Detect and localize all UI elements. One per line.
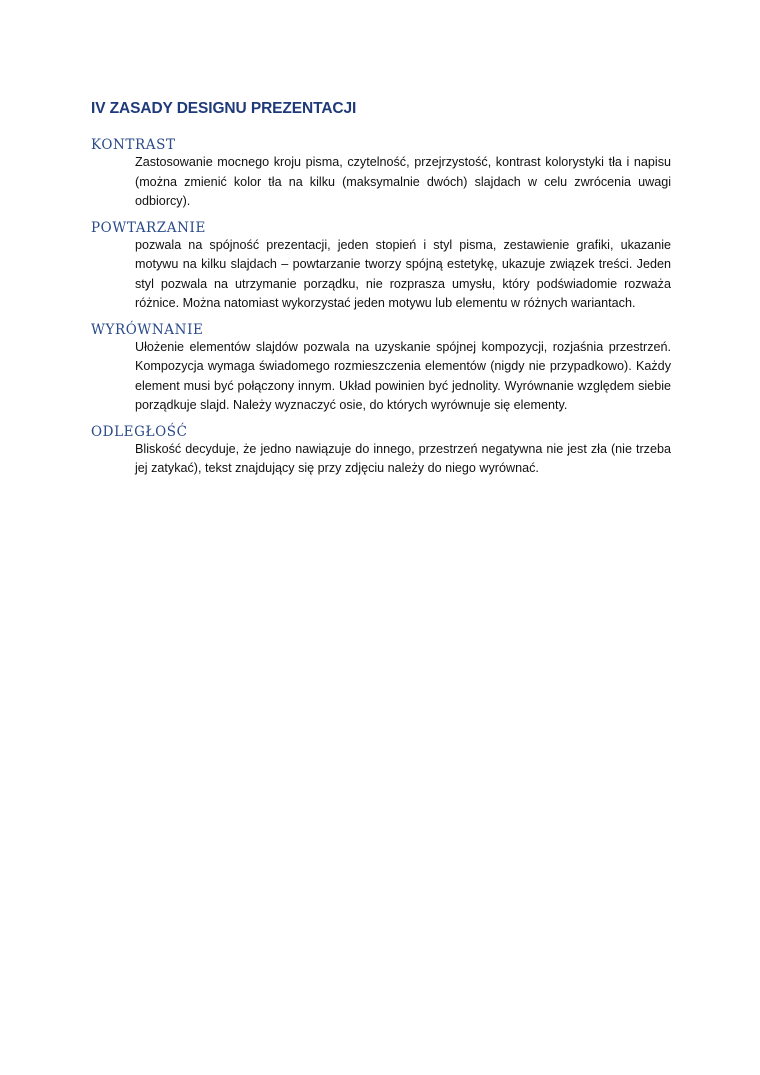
section-powtarzanie xyxy=(91,220,671,314)
section-body-powtarzanie: pozwala na spójność prezentacji, jeden stopień i styl pisma, zestawienie grafiki, ukazanie motywu na kilku slajdach – powtarzanie tworzy spójną estetykę, ukazuje związek treści. Jeden styl pozwala na utrzymanie porządku, nie rozprasza umysłu, który podświadomie rozważa różnice. Można natomiast wykorzystać jeden motywu lub elementu w różnych wariantach. xyxy=(135,237,671,310)
section-body-wyrownanie: Ułożenie elementów slajdów pozwala na uzyskanie spójnej kompozycji, rozjaśnia przestrzeń. Kompozycja wymaga świadomego rozmieszczenia elementów (nigdy nie przypadkowo). Każdy element musi być połączony innym. Układ powinien być jednolity. Wyrównanie względem siebie porządkuje slajd. Należy wyznaczyć osie, do których wyrównuje się elementy. xyxy=(135,339,671,412)
section-heading-powtarzanie: POWTARZANIE xyxy=(91,219,206,236)
section-heading-kontrast: KONTRAST xyxy=(91,137,176,153)
section-kontrast xyxy=(91,137,671,212)
section-heading-odleglosc: ODLEGŁOŚĆ xyxy=(91,423,188,440)
document-content xyxy=(91,99,671,487)
section-odleglosc xyxy=(91,424,671,479)
section-body-odleglosc: Bliskość decyduje, że jedno nawiązuje do innego, przestrzeń negatywna nie jest zła (nie trzeba jej zatykać), tekst znajdujący się przy zdjęciu należy do niego wyrównać. xyxy=(135,441,671,475)
section-body-kontrast: Zastosowanie mocnego kroju pisma, czytelność, przejrzystość, kontrast kolorystyki tła i napisu (można zmienić kolor tła na kilku (maksymalnie dwóch) slajdach w celu zwrócenia uwagi odbiorcy). xyxy=(135,155,671,208)
section-wyrownanie xyxy=(91,322,671,416)
document-title: IV ZASADY DESIGNU PREZENTACJI xyxy=(91,100,357,117)
section-heading-wyrownanie: WYRÓWNANIE xyxy=(91,321,204,338)
